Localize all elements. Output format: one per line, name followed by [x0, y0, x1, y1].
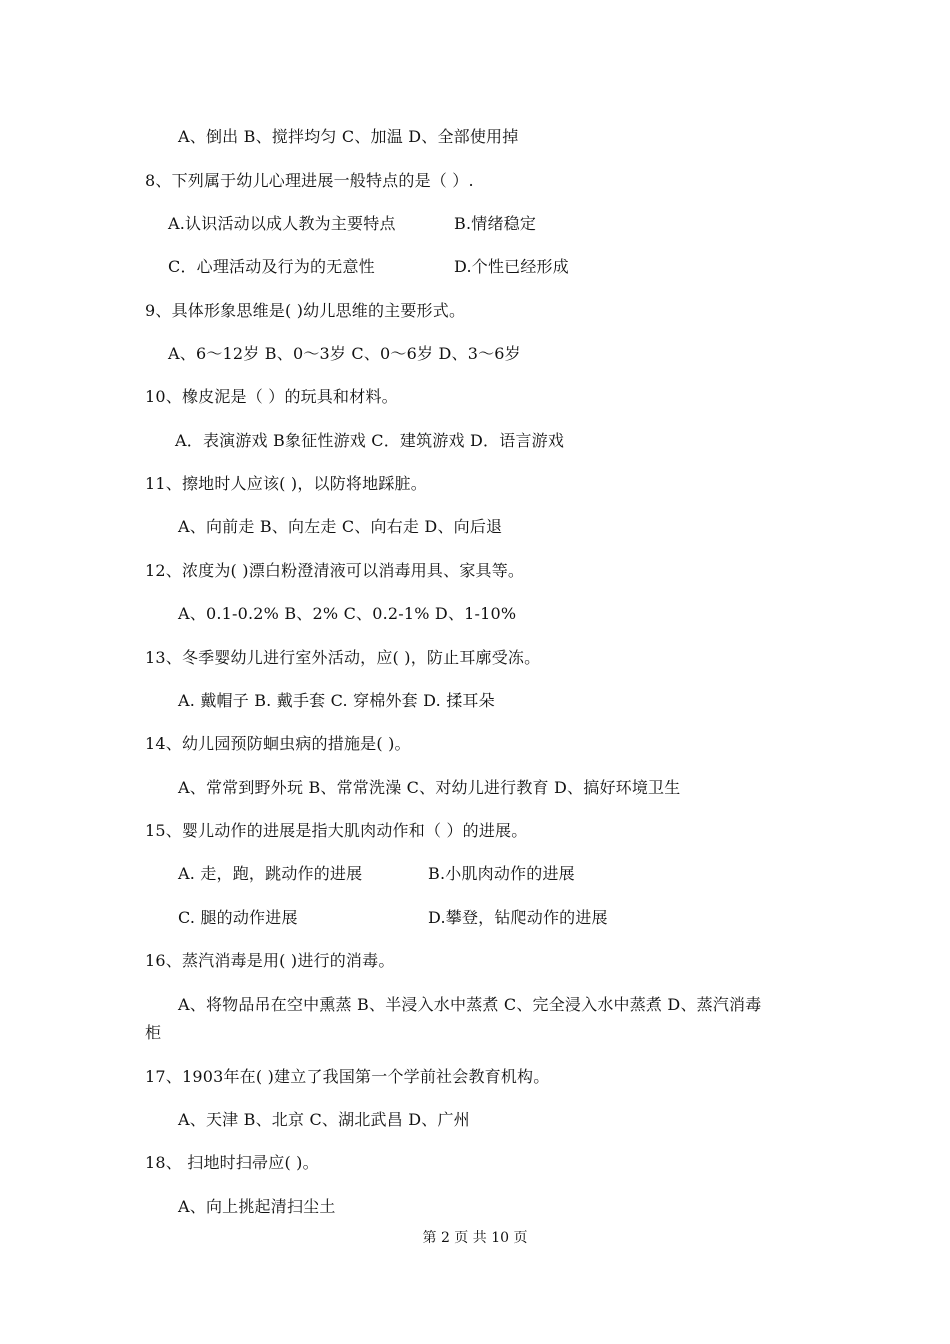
q15-option-a: A. 走，跑，跳动作的进展 — [178, 864, 363, 883]
q15-option-d: D.攀登，钻爬动作的进展 — [428, 908, 608, 927]
question-10: 10、橡皮泥是（ ）的玩具和材料。 — [145, 387, 398, 406]
q17-options: A、天津 B、北京 C、湖北武昌 D、广州 — [178, 1110, 470, 1129]
q15-option-b: B.小肌肉动作的进展 — [428, 864, 575, 883]
question-18: 18、 扫地时扫帚应( )。 — [145, 1153, 319, 1172]
question-14: 14、幼儿园预防蛔虫病的措施是( )。 — [145, 734, 411, 753]
page-footer: 第 2 页 共 10 页 — [422, 1230, 528, 1246]
question-15: 15、婴儿动作的进展是指大肌肉动作和（ ）的进展。 — [145, 821, 528, 840]
q7-options: A、倒出 B、搅拌均匀 C、加温 D、全部使用掉 — [178, 127, 519, 146]
q8-option-a: A.认识活动以成人教为主要特点 — [168, 214, 396, 233]
q8-option-b: B.情绪稳定 — [454, 214, 537, 233]
q12-options: A、0.1-0.2% B、2% C、0.2-1% D、1-10% — [178, 604, 517, 623]
q16-options-continuation: 柜 — [145, 1023, 162, 1042]
q10-options: A．表演游戏 B象征性游戏 C．建筑游戏 D．语言游戏 — [175, 431, 565, 450]
q9-options: A、6～12岁 B、0～3岁 C、0～6岁 D、3～6岁 — [168, 344, 521, 363]
q8-option-c: C．心理活动及行为的无意性 — [168, 257, 375, 276]
q16-options: A、将物品吊在空中熏蒸 B、半浸入水中蒸煮 C、完全浸入水中蒸煮 D、蒸汽消毒 — [178, 995, 762, 1014]
question-17: 17、1903年在( )建立了我国第一个学前社会教育机构。 — [145, 1067, 550, 1086]
question-8: 8、下列属于幼儿心理进展一般特点的是（ ）. — [145, 171, 474, 190]
q13-options: A. 戴帽子 B. 戴手套 C. 穿棉外套 D. 揉耳朵 — [178, 691, 495, 710]
q18-option-a: A、向上挑起清扫尘土 — [178, 1197, 336, 1216]
q14-options: A、常常到野外玩 B、常常洗澡 C、对幼儿进行教育 D、搞好环境卫生 — [178, 778, 681, 797]
q11-options: A、向前走 B、向左走 C、向右走 D、向后退 — [178, 517, 503, 536]
question-16: 16、蒸汽消毒是用( )进行的消毒。 — [145, 951, 395, 970]
q8-option-d: D.个性已经形成 — [454, 257, 569, 276]
question-12: 12、浓度为( )漂白粉澄清液可以消毒用具、家具等。 — [145, 561, 525, 580]
question-11: 11、擦地时人应该( )，以防将地踩脏。 — [145, 474, 427, 493]
question-9: 9、具体形象思维是( )幼儿思维的主要形式。 — [145, 301, 466, 320]
q15-option-c: C. 腿的动作进展 — [178, 908, 298, 927]
question-13: 13、冬季婴幼儿进行室外活动，应( )，防止耳廓受冻。 — [145, 648, 541, 667]
